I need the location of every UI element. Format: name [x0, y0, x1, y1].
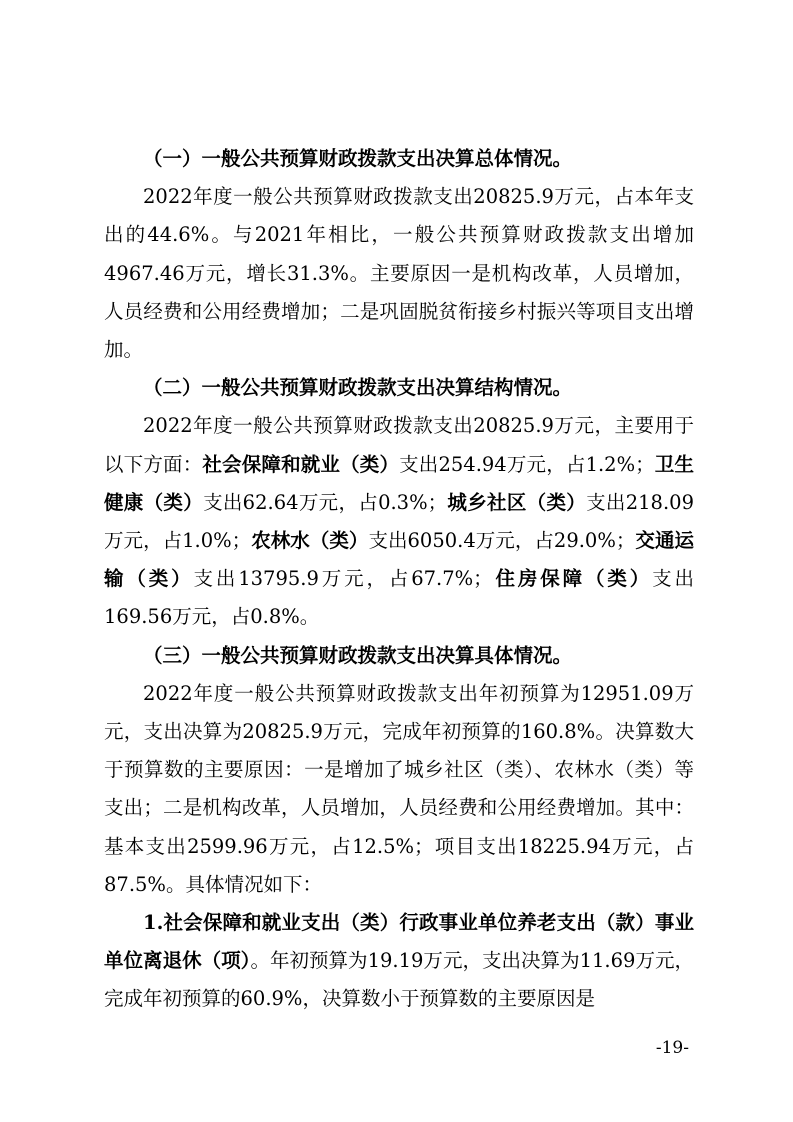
- item-label-housing: 住房保障（类）: [492, 567, 653, 591]
- section-paragraph-3: 2022年度一般公共预算财政拨款支出年初预算为12951.09万元，支出决算为20825.9万元，完成年初预算的160.8%。决算数大于预算数的主要原因：一是增加了城乡社区（类）、农林水（类）等支出；二是机构改革，人员增加，人员经费和公用经费增加。其中：基本支出2599.96万元，占12.5%；项目支出18225.94万元，占87.5%。具体情况如下：: [104, 681, 694, 896]
- sub-item-text: 。年初预算为19.19万元，支出决算为11.69万元，完成年初预算的60.9%，决算数小于预算数的主要原因是: [104, 949, 694, 1011]
- section-paragraph-1: 2022年度一般公共预算财政拨款支出20825.9万元，占本年支出的44.6%。与2021年相比，一般公共预算财政拨款支出增加4967.46万元，增长31.3%。主要原因一是机构改革，人员增加，人员经费和公用经费增加；二是巩固脱贫衔接乡村振兴等项目支出增加。: [104, 185, 694, 362]
- item-text-housing: 支出169.56万元，占0.8%。: [104, 567, 694, 629]
- item-text-health: 支出62.64万元，占0.3%；: [203, 490, 448, 514]
- item-text-social-security: 支出254.94万元，占1.2%；: [399, 452, 655, 476]
- item-label-urban-rural: 城乡社区（类）: [447, 490, 587, 514]
- section-heading-2: （二）一般公共预算财政拨款支出决算结构情况。: [143, 376, 573, 400]
- structure-intro: 2022年度一般公共预算财政拨款支出20825.9万元，主要用于以下方面：: [104, 414, 694, 476]
- section-heading-1: （一）一般公共预算财政拨款支出决算总体情况。: [143, 147, 573, 170]
- section-heading-3: （三）一般公共预算财政拨款支出决算具体情况。: [143, 643, 573, 667]
- item-text-agriculture: 支出6050.4万元，占29.0%；: [368, 529, 636, 553]
- section-paragraph-2: [104, 407, 694, 636]
- item-text-transport: 支出13795.9万元，占67.7%；: [193, 567, 493, 591]
- item-label-health: 卫生健康（类）: [104, 452, 694, 514]
- page-number: -19-: [655, 1038, 689, 1058]
- sub-item-paragraph: [104, 904, 694, 1019]
- item-label-social-security: 社会保障和就业（类）: [202, 452, 400, 476]
- sub-item-label: 1.社会保障和就业支出（类）行政事业单位养老支出（款）事业单位离退休（项）: [104, 911, 694, 973]
- item-label-agriculture: 农林水（类）: [251, 529, 369, 553]
- item-text-urban-rural: 支出218.09万元，占1.0%；: [104, 490, 694, 553]
- item-label-transport: 交通运输（类）: [104, 529, 694, 591]
- page-content: [104, 140, 694, 1019]
